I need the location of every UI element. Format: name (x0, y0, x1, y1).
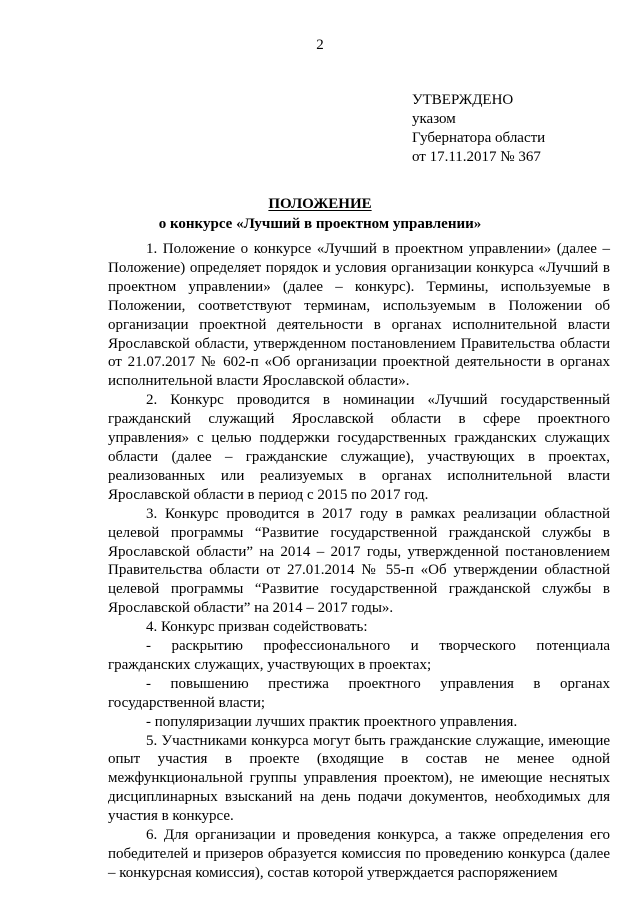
approval-line: от 17.11.2017 № 367 (412, 149, 541, 165)
title-heading: ПОЛОЖЕНИЕ (268, 196, 372, 212)
approval-line: Губернатора области (412, 130, 546, 146)
page-number: 2 (316, 37, 324, 53)
approval-stamp (412, 91, 545, 167)
paragraph: 4. Конкурс призван содействовать: (146, 619, 368, 636)
paragraph: 3. Конкурс проводится в 2017 году в рамках реализации областной целевой программы “Развитие государственной гражданской службы в Ярославской области” на 2014 – 2017 годы, утвержденной постановлением Правительства области от 27.01.2014 № 55-п «Об утверждении областной целевой программы “Развитие государственной гражданской службы в Ярославской области” на 2014 – 2017 годы». (108, 505, 610, 617)
approval-line: указом (412, 111, 456, 127)
paragraph: 6. Для организации и проведения конкурса, а также определения его победителей и призеров образуется комиссия по проведению конкурса (далее – конкурсная комиссия), состав которой утверждается распоряжением (108, 827, 610, 881)
paragraph: 2. Конкурс проводится в номинации «Лучший государственный гражданский служащий Ярославской области в сфере проектного управления» с целью поддержки государственных гражданских служащих области (далее – гражданские служащие), участвующих в проектах, реализованных или реализуемых в органах исполнительной власти Ярославской области в период с 2015 по 2017 год. (108, 392, 610, 503)
document-title (0, 194, 640, 234)
list-item: - повышению престижа проектного управления в органах государственной власти; (108, 675, 610, 711)
title-subheading: о конкурсе «Лучший в проектном управлении» (158, 216, 482, 232)
paragraph: 1. Положение о конкурсе «Лучший в проектном управлении» (далее – Положение) определяет порядок и условия организации конкурса «Лучший в проектном управлении» (далее – конкурс). Термины, используемые в Положении, соответствуют терминам, используемым в Положении об организации проектной деятельности в органах исполнительной власти Ярославской области, утвержденном постановлением Правительства области от 21.07.2017 № 602-п «Об организации проектной деятельности в органах исполнительной власти Ярославской области». (108, 241, 610, 390)
list-item: - популяризации лучших практик проектного управления. (146, 713, 518, 730)
document-body (108, 240, 610, 883)
list-item: - раскрытию профессионального и творческого потенциала гражданских служащих, участвующих в проектах; (108, 638, 610, 673)
paragraph: 5. Участниками конкурса могут быть гражданские служащие, имеющие опыт участия в проекте (входящие в состав не менее одной межфункциональной группы управления проектом), не имеющие неснятых дисциплинарных взысканий на день подачи документов, необходимых для участия в конкурсе. (108, 732, 610, 825)
approval-line: УТВЕРЖДЕНО (412, 92, 514, 108)
